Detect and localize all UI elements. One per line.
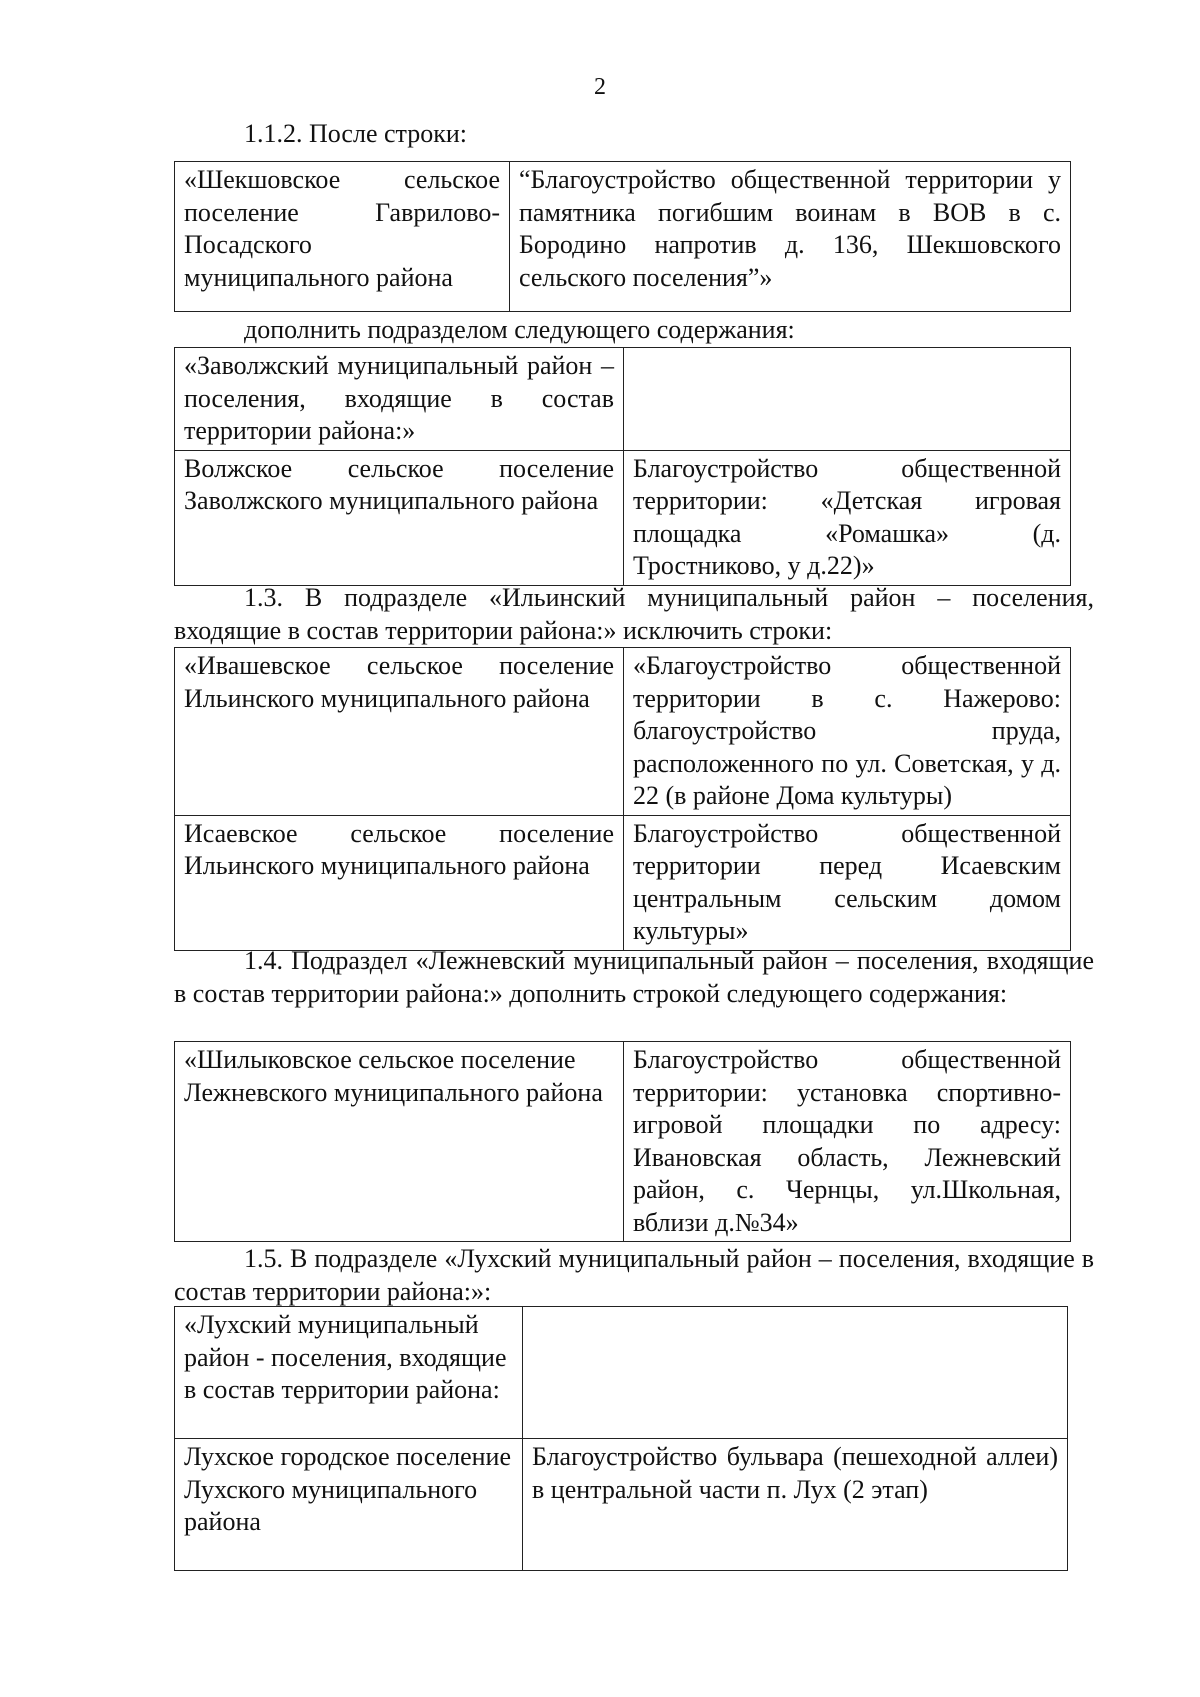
table-cell-settlement: «Шекшовское сельское поселение Гаврилово-Посадского муниципального района: [175, 162, 510, 312]
table-cell-district-header: «Заволжский муниципальный район – поселения, входящие в состав территории района:»: [175, 348, 624, 451]
table-cell-empty: [624, 348, 1071, 451]
table-1-5: [174, 1306, 1068, 1571]
table-cell-settlement: Лухское городское поселение Лухского муниципального района: [175, 1439, 523, 1571]
table-1-1-2: [174, 161, 1071, 312]
page-number: 2: [594, 74, 606, 100]
section-1-4-heading: 1.4. Подраздел «Лежневский муниципальный район – поселения, входящие в состав территории района:» дополнить строкой следующего содержания:: [174, 946, 1094, 1008]
table-cell-empty: [523, 1307, 1068, 1439]
table-row: [175, 815, 1071, 950]
section-1-5-heading: 1.5. В подразделе «Лухский муниципальный район – поселения, входящие в состав территории района:»:: [174, 1244, 1094, 1306]
table-cell-settlement: «Ивашевское сельское поселение Ильинского муниципального района: [175, 648, 624, 816]
table-row: [175, 648, 1071, 816]
section-1-1-2-after-text: дополнить подразделом следующего содержания:: [244, 315, 795, 344]
table-cell-project: Благоустройство общественной территории: «Детская игровая площадка «Ромашка» (д. Тростниково, у д.22)»: [624, 450, 1071, 585]
table-cell-settlement: Волжское сельское поселение Заволжского муниципального района: [175, 450, 624, 585]
table-cell-project: «Благоустройство общественной территории в с. Нажерово: благоустройство пруда, расположенного по ул. Советская, у д. 22 (в районе Дома культуры): [624, 648, 1071, 816]
section-1-3-heading: 1.3. В подразделе «Ильинский муниципальный район – поселения, входящие в состав территории района:» исключить строки:: [174, 583, 1094, 645]
table-1-1-2-addition: [174, 347, 1071, 586]
table-cell-settlement: «Шилыковское сельское поселение Лежневского муниципального района: [175, 1042, 624, 1242]
table-row: [175, 450, 1071, 585]
table-row: [175, 1439, 1068, 1571]
table-row: [175, 1307, 1068, 1439]
table-cell-settlement: Исаевское сельское поселение Ильинского муниципального района: [175, 815, 624, 950]
table-cell-project: Благоустройство общественной территории перед Исаевским центральным сельским домом культуры»: [624, 815, 1071, 950]
table-1-3: [174, 647, 1071, 951]
table-cell-district-header: «Лухский муниципальный район - поселения, входящие в состав территории района:: [175, 1307, 523, 1439]
table-cell-project: Благоустройство бульвара (пешеходной аллеи) в центральной части п. Лух (2 этап): [523, 1439, 1068, 1571]
table-row: [175, 348, 1071, 451]
table-row: [175, 162, 1071, 312]
section-1-1-2-heading: 1.1.2. После строки:: [244, 119, 467, 148]
table-row: [175, 1042, 1071, 1242]
table-cell-project: Благоустройство общественной территории: установка спортивно-игровой площадки по адресу: Ивановская область, Лежневский район, с. Чернцы, ул.Школьная, вблизи д.№34»: [624, 1042, 1071, 1242]
table-cell-project: “Благоустройство общественной территории у памятника погибшим воинам в ВОВ в с. Бородино напротив д. 136, Шекшовского сельского поселения”»: [510, 162, 1071, 312]
table-1-4: [174, 1041, 1071, 1242]
